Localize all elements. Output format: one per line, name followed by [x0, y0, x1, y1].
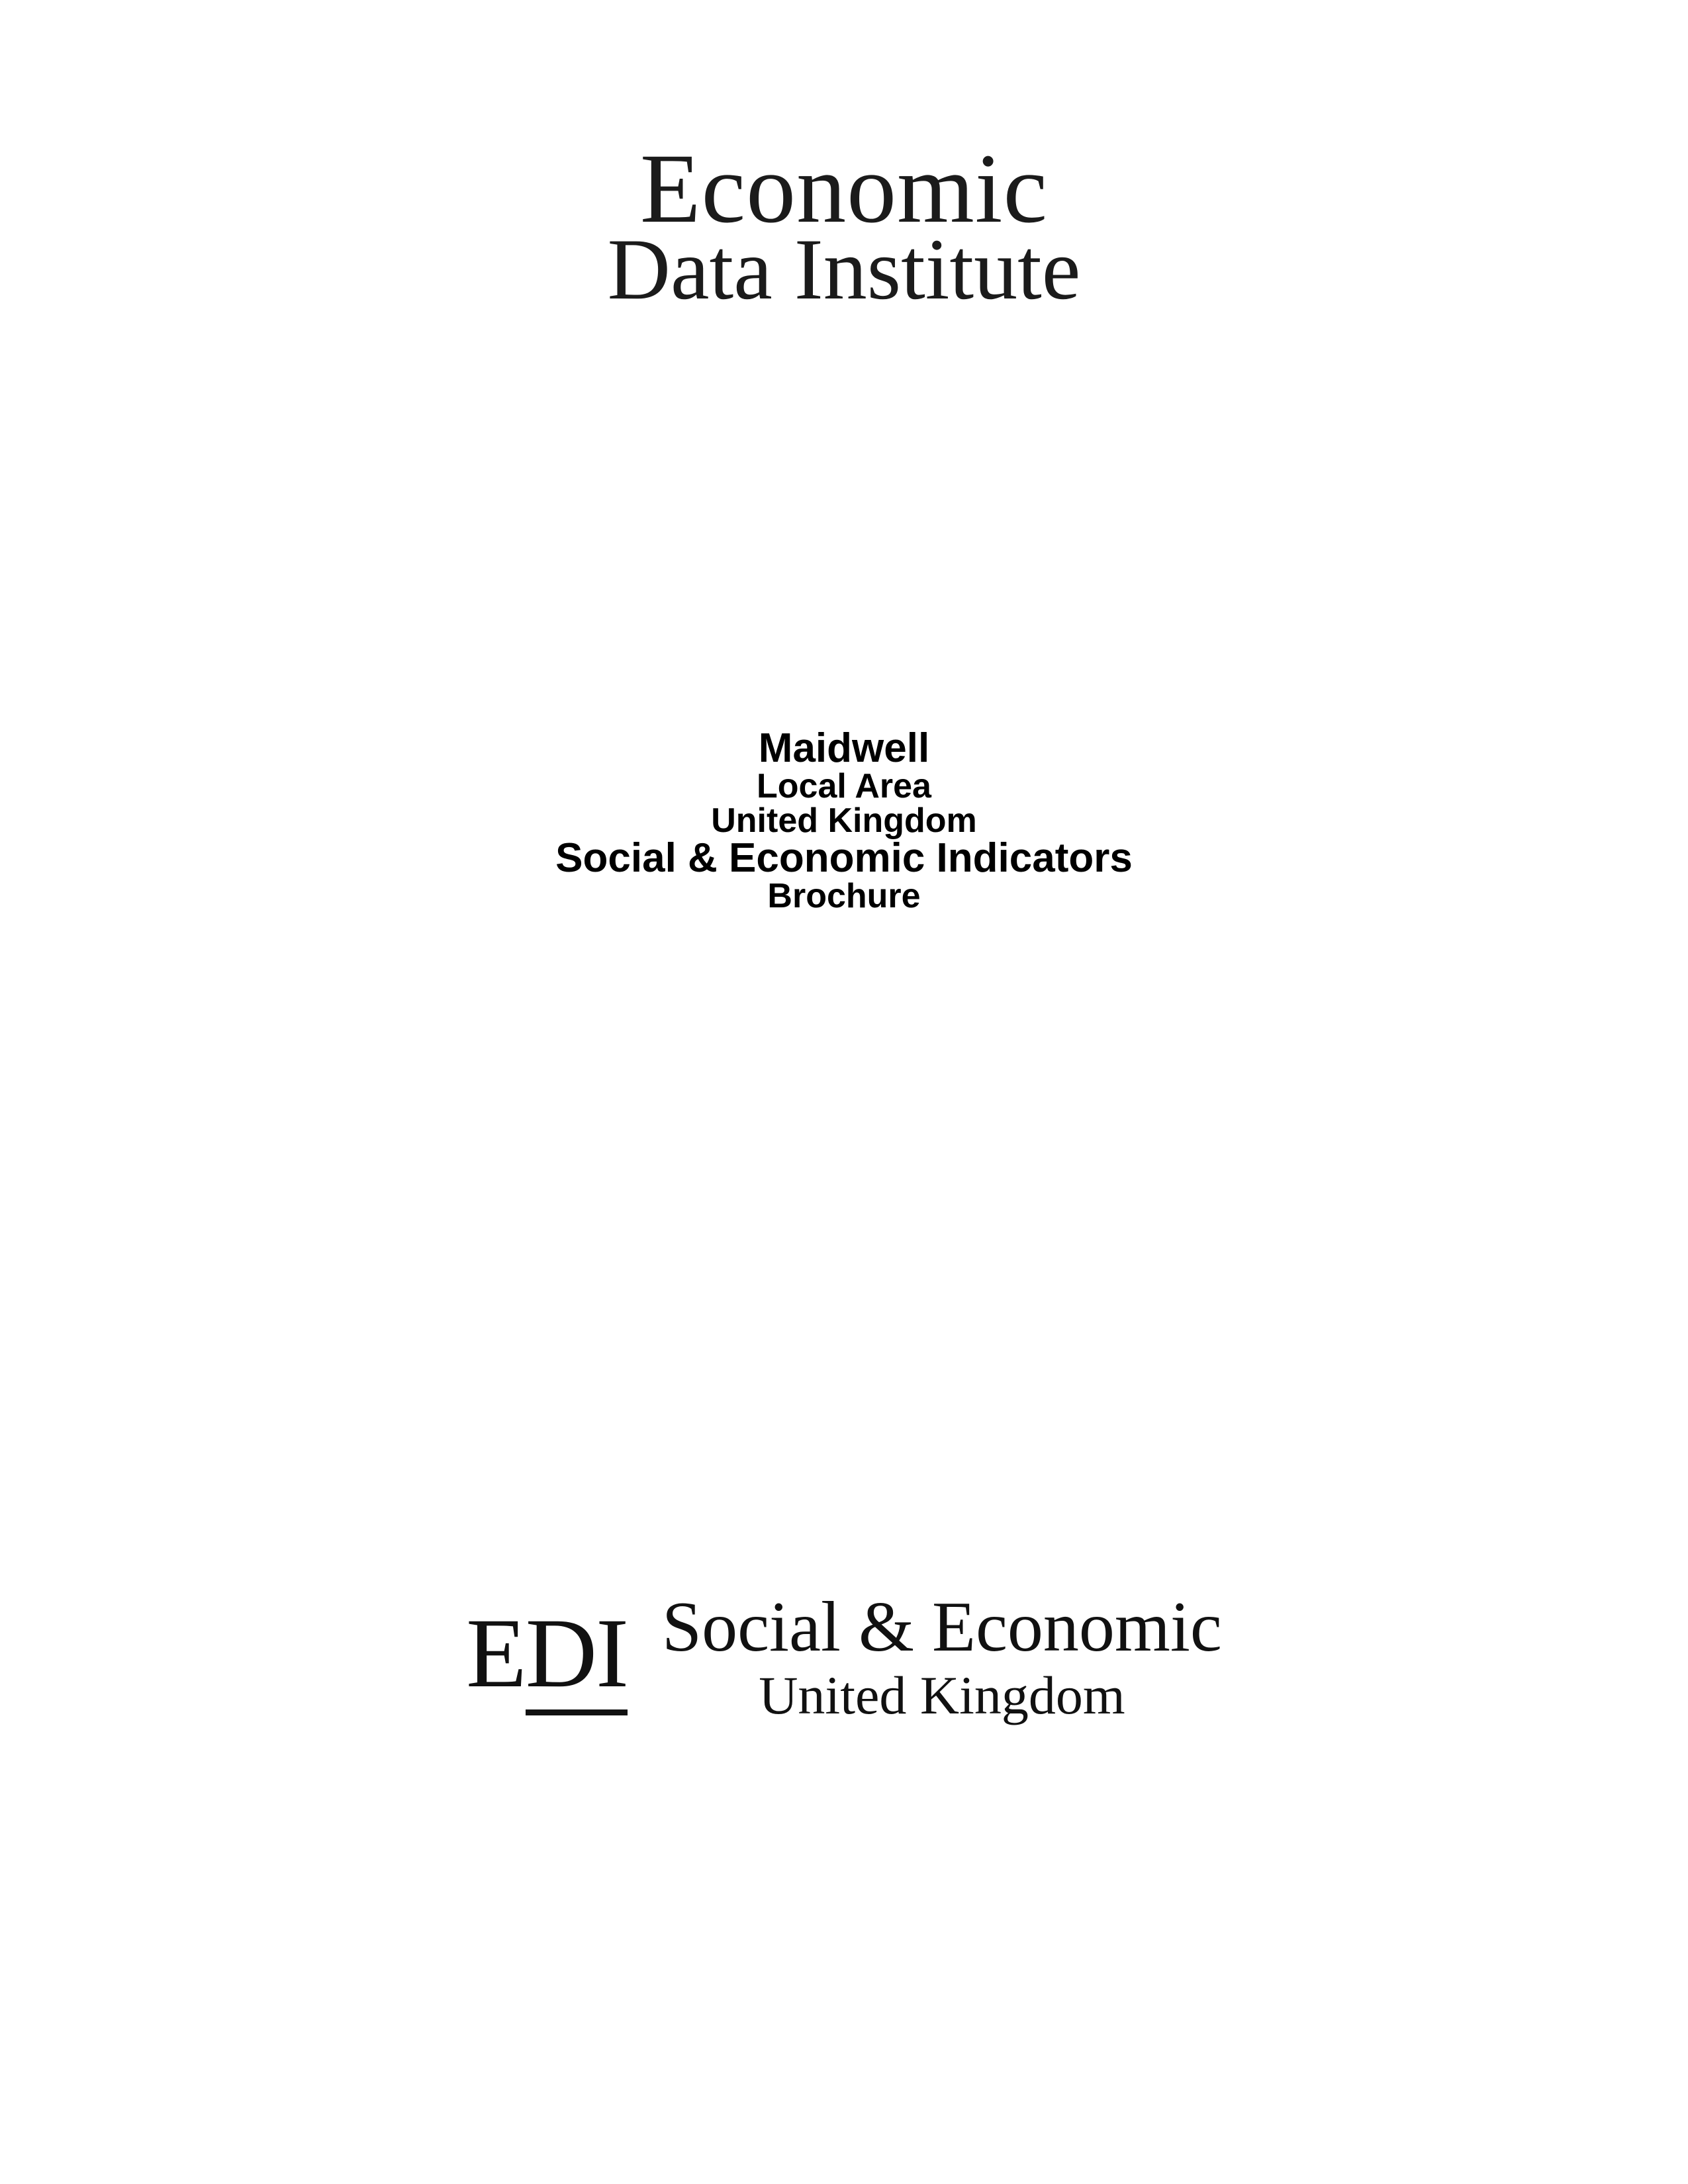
cover-title-block: [0, 725, 1688, 915]
country-label: United Kingdom: [711, 801, 977, 840]
area-type-label: Local Area: [757, 767, 931, 805]
edi-monogram-prefix: E: [466, 1598, 526, 1708]
edi-wordmark: [662, 1588, 1222, 1725]
subject-label: Social & Economic Indicators: [555, 835, 1133, 881]
masthead-line-1: Economic: [639, 134, 1049, 244]
page-title: Maidwell: [758, 725, 930, 771]
edi-wordmark-line-1: Social & Economic: [662, 1588, 1222, 1666]
edi-monogram: [466, 1598, 628, 1708]
footer-logo: [0, 1588, 1688, 1725]
masthead-line-2: Data Institute: [607, 220, 1081, 318]
masthead-logo: [0, 134, 1688, 330]
document-type-label: Brochure: [767, 877, 921, 915]
edi-wordmark-line-2: United Kingdom: [759, 1665, 1125, 1725]
edi-monogram-underlined: DI: [526, 1598, 628, 1715]
